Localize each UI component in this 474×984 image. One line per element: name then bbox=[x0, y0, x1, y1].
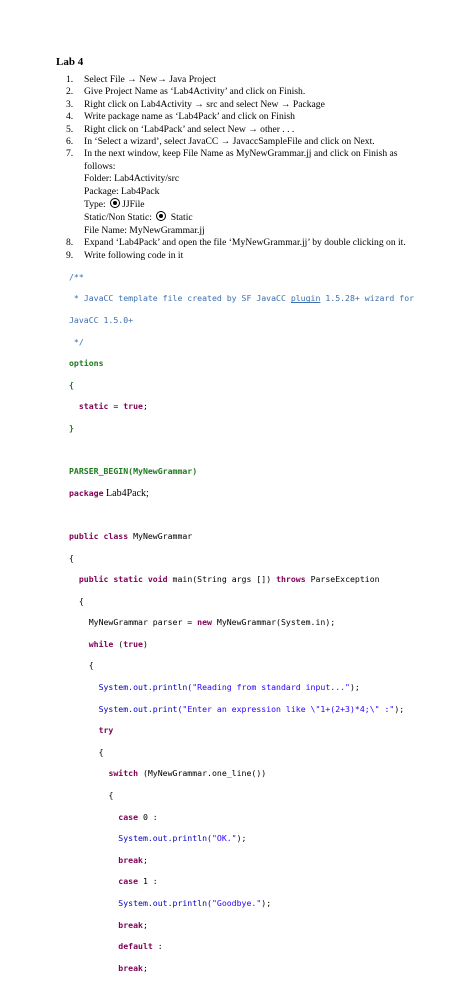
code-text: : bbox=[152, 941, 163, 952]
step-text: Right click on ‘Lab4Pack’ and select New → other . . . bbox=[84, 123, 295, 135]
code-block bbox=[69, 261, 469, 984]
keyword: package bbox=[69, 487, 104, 498]
code-line bbox=[69, 574, 469, 585]
comment: /** bbox=[69, 271, 84, 282]
code-line bbox=[69, 898, 469, 909]
code-text: ParseException bbox=[305, 574, 380, 585]
keyword: static bbox=[78, 401, 109, 412]
code-line bbox=[69, 682, 469, 693]
keyword: true bbox=[123, 401, 143, 412]
code-line bbox=[69, 315, 469, 326]
step-text: Select File → New→ Java Project bbox=[84, 74, 216, 85]
step-number: 5. bbox=[66, 123, 74, 135]
instruction-list bbox=[66, 74, 456, 262]
step-text: Expand ‘Lab4Pack’ and open the file ‘MyNewGrammar.jj’ by double clicking on it. bbox=[84, 237, 406, 249]
list-item bbox=[66, 74, 456, 86]
code-text: System.out.print( bbox=[98, 703, 183, 714]
list-item bbox=[66, 237, 456, 249]
code-line bbox=[69, 337, 469, 348]
code-line bbox=[69, 725, 469, 736]
code-line bbox=[69, 941, 469, 952]
step-number: 7. bbox=[66, 148, 74, 160]
code-text: ; bbox=[142, 919, 148, 930]
comment: * JavaCC template file created by SF JavaCC bbox=[69, 293, 291, 304]
code-text: System.out.println( bbox=[98, 682, 193, 693]
code-line bbox=[69, 855, 469, 866]
code-text: MyNewGrammar(System.in); bbox=[211, 617, 336, 628]
code-line bbox=[69, 466, 469, 477]
code-line bbox=[69, 833, 469, 844]
comment: JavaCC 1.5.0+ bbox=[69, 314, 134, 325]
code-text: ; bbox=[142, 854, 148, 865]
step-text: Give Project Name as ‘Lab4Activity’ and click on Finish. bbox=[84, 86, 306, 98]
step-text: Write package name as ‘Lab4Pack’ and click on Finish bbox=[84, 111, 295, 123]
radio-selected-icon bbox=[156, 211, 166, 221]
keyword: new bbox=[197, 617, 212, 628]
keyword: while bbox=[88, 638, 114, 649]
comment-link: plugin bbox=[290, 293, 321, 304]
step-text: In ‘Select a wizard’, select JavaCC → JavaccSampleFile and click on Next. bbox=[84, 136, 375, 148]
keyword: class bbox=[98, 530, 129, 541]
code-line bbox=[69, 380, 469, 391]
list-item bbox=[66, 124, 456, 136]
brace: { bbox=[78, 595, 84, 606]
keyword: case bbox=[118, 811, 139, 822]
step-detail-folder: Folder: Lab4Activity/src bbox=[84, 173, 180, 185]
step-detail-filename: File Name: MyNewGrammar.jj bbox=[84, 224, 205, 236]
step-detail-type bbox=[84, 198, 456, 211]
code-line bbox=[69, 272, 469, 283]
code-line bbox=[69, 293, 469, 304]
code-text: 1 : bbox=[138, 876, 158, 887]
step-detail: follows: bbox=[84, 160, 116, 172]
code-line bbox=[69, 812, 469, 823]
step-detail-package: Package: Lab4Pack bbox=[84, 185, 160, 197]
list-item bbox=[66, 136, 456, 148]
code-text: Lab4Pack; bbox=[103, 487, 149, 499]
code-text: ); bbox=[350, 682, 360, 693]
code-line bbox=[69, 790, 469, 801]
list-item bbox=[66, 148, 456, 237]
code-text: ); bbox=[394, 703, 405, 714]
brace: } bbox=[69, 422, 74, 433]
radio-selected-icon bbox=[110, 198, 120, 208]
code-text: 0 : bbox=[138, 811, 158, 822]
code-line bbox=[69, 401, 469, 412]
code-line bbox=[69, 768, 469, 779]
code-line bbox=[69, 509, 469, 520]
code-line bbox=[69, 531, 469, 542]
code-line bbox=[69, 704, 469, 715]
code-line bbox=[69, 358, 469, 369]
code-line bbox=[69, 639, 469, 650]
code-line bbox=[69, 445, 469, 456]
step-number: 8. bbox=[66, 237, 74, 249]
code-line bbox=[69, 876, 469, 887]
step-number: 2. bbox=[66, 86, 74, 98]
keyword: throws bbox=[276, 574, 306, 585]
code-text: System.out.println( bbox=[118, 898, 212, 909]
code-text: ( bbox=[113, 638, 124, 649]
code-line bbox=[69, 423, 469, 434]
brace: { bbox=[108, 790, 114, 801]
step-number: 6. bbox=[66, 136, 74, 148]
brace: { bbox=[69, 552, 74, 563]
code-line bbox=[69, 660, 469, 671]
keyword: options bbox=[69, 358, 104, 369]
comment: */ bbox=[69, 336, 84, 347]
list-item bbox=[66, 86, 456, 98]
code-text: ; bbox=[142, 401, 148, 412]
step-text: Write following code in it bbox=[84, 249, 184, 261]
code-line bbox=[69, 920, 469, 931]
code-text: ); bbox=[261, 898, 272, 909]
code-line bbox=[69, 963, 469, 974]
code-line bbox=[69, 747, 469, 758]
step-number: 1. bbox=[66, 74, 74, 85]
keyword: void bbox=[142, 574, 168, 585]
keyword: PARSER_BEGIN(MyNewGrammar) bbox=[69, 466, 198, 477]
string: "Enter an expression like \"1+(2+3)*4;\" :" bbox=[182, 703, 395, 714]
code-text: ; bbox=[142, 962, 148, 973]
code-text: = bbox=[108, 401, 124, 412]
brace: { bbox=[88, 660, 94, 671]
step-detail-static bbox=[84, 211, 456, 224]
list-item bbox=[66, 111, 456, 123]
step-number: 3. bbox=[66, 98, 74, 110]
code-text: (MyNewGrammar.one_line()) bbox=[138, 768, 267, 779]
document-title: Lab 4 bbox=[56, 56, 84, 68]
string: "Goodbye." bbox=[211, 898, 262, 909]
code-text: main(String args []) bbox=[167, 574, 277, 585]
brace: { bbox=[69, 379, 74, 390]
code-text: MyNewGrammar parser = bbox=[88, 617, 198, 628]
brace: { bbox=[98, 746, 104, 757]
keyword: true bbox=[123, 638, 143, 649]
static-value: Static bbox=[170, 212, 193, 224]
list-item bbox=[66, 99, 456, 111]
step-text: Right click on Lab4Activity → src and select New → Package bbox=[84, 98, 325, 110]
string: "Reading from standard input..." bbox=[192, 682, 350, 693]
step-text: In the next window, keep File Name as MyNewGrammar.jj and click on Finish as bbox=[84, 148, 398, 160]
keyword: break bbox=[118, 854, 143, 865]
keyword: switch bbox=[108, 768, 139, 779]
code-text: ) bbox=[142, 638, 148, 649]
static-label: Static/Non Static: bbox=[84, 212, 152, 224]
code-line bbox=[69, 488, 469, 499]
comment: 1.5.28+ wizard for bbox=[320, 293, 415, 304]
code-line bbox=[69, 553, 469, 564]
code-line bbox=[69, 617, 469, 628]
keyword: public bbox=[78, 574, 109, 585]
step-number: 4. bbox=[66, 111, 74, 123]
keyword: try bbox=[98, 725, 114, 736]
keyword: break bbox=[118, 962, 143, 973]
keyword: public bbox=[69, 530, 99, 541]
keyword: case bbox=[118, 876, 139, 887]
keyword: static bbox=[108, 574, 143, 585]
code-text: MyNewGrammar bbox=[128, 530, 193, 541]
keyword: break bbox=[118, 919, 143, 930]
type-label: Type: bbox=[84, 199, 106, 211]
code-line bbox=[69, 596, 469, 607]
keyword: default bbox=[118, 941, 153, 952]
code-text: ); bbox=[236, 833, 247, 844]
type-value: JJFile bbox=[122, 199, 145, 211]
code-text: System.out.println( bbox=[118, 833, 212, 844]
step-number: 9. bbox=[66, 249, 74, 261]
string: "OK." bbox=[211, 833, 237, 844]
